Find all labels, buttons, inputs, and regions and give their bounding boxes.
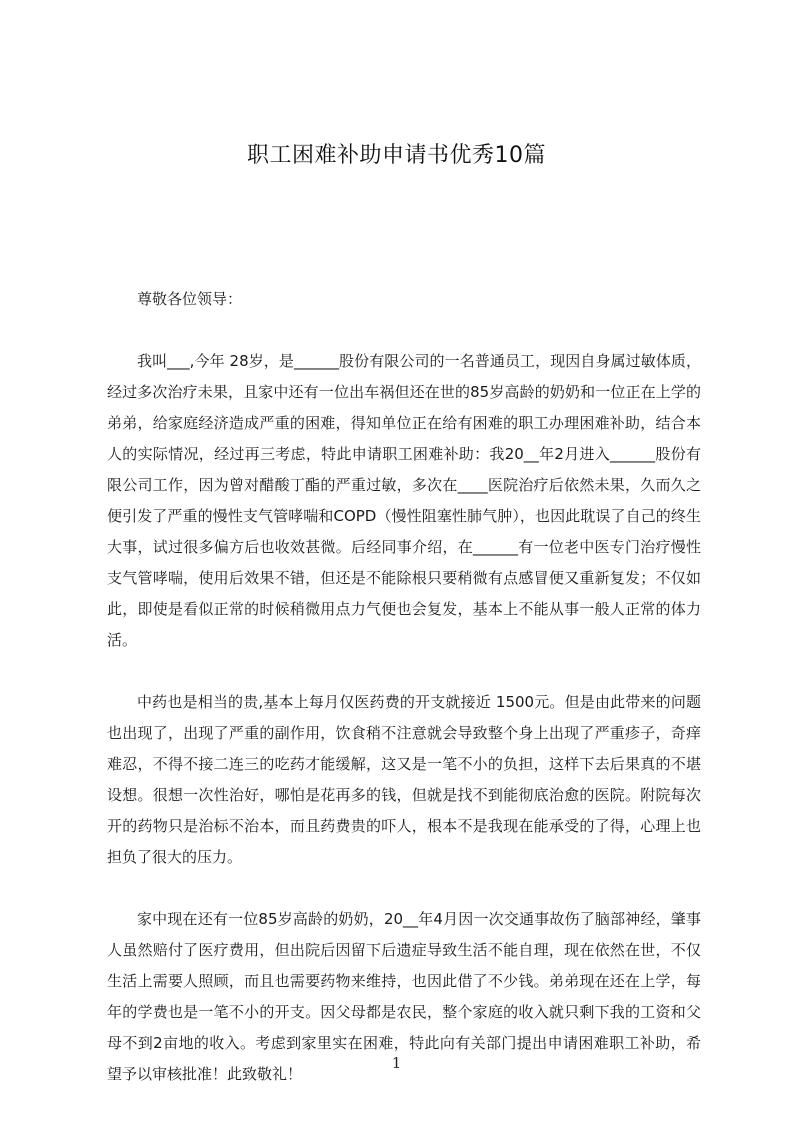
page-number: 1 bbox=[391, 1054, 402, 1072]
document-body bbox=[107, 284, 701, 1090]
paragraph-3: 家中现在还有一位85岁高龄的奶奶，20__年4月因一次交通事故伤了脑部神经，肇事人虽然赔付了医疗费用，但出院后因留下后遗症导致生活不能自理，现在依然在世，不仅生活上需要人照顾，而且也需要药物来维持，也因此借了不少钱。弟弟现在还在上学，每年的学费也是一笔不小的开支。因父母都是农民，整个家庭的收入就只剩下我的工资和父母不到2亩地的收入。考虑到家里实在困难，特此向有关部门提出申请困难职工补助，希望予以审核批准！此致敬礼！ bbox=[107, 910, 701, 1083]
paragraph-1: 我叫___,今年 28岁，是______股份有限公司的一名普通员工，现因自身属过敏体质，经过多次治疗未果，且家中还有一位出车祸但还在世的85岁高龄的奶奶和一位正在上学的弟弟，给家庭经济造成严重的困难，得知单位正在给有困难的职工办理困难补助，结合本人的实际情况，经过再三考虑，特此申请职工困难补助：我20__年2月进入______股份有限公司工作，因为曾对醋酸丁酯的严重过敏，多次在____医院治疗后依然未果，久而久之便引发了严重的慢性支气管哮喘和COPD（慢性阻塞性肺气肿），也因此耽误了自己的终生大事，试过很多偏方后也收效甚微。后经同事介绍，在______有一位老中医专门治疗慢性支气管哮喘，使用后效果不错，但还是不能除根只要稍微有点感冒便又重新复发；不仅如此，即使是看似正常的时候稍微用点力气便也会复发，基本上不能从事一般人正常的体力活。 bbox=[107, 352, 701, 649]
paragraph-2: 中药也是相当的贵,基本上每月仅医药费的开支就接近 1500元。但是由此带来的问题也出现了，出现了严重的副作用，饮食稍不注意就会导致整个身上出现了严重疹子，奇痒难忍，不得不接二连三的吃药才能缓解，这又是一笔不小的负担，这样下去后果真的不堪设想。很想一次性治好，哪怕是花再多的钱，但就是找不到能彻底治愈的医院。附院每次开的药物只是治标不治本，而且药费贵的吓人，根本不是我现在能承受的了得，心理上也担负了很大的压力。 bbox=[107, 693, 701, 866]
salutation: 尊敬各位领导： bbox=[137, 290, 243, 308]
document-title: 职工困难补助申请书优秀10篇 bbox=[247, 143, 546, 168]
